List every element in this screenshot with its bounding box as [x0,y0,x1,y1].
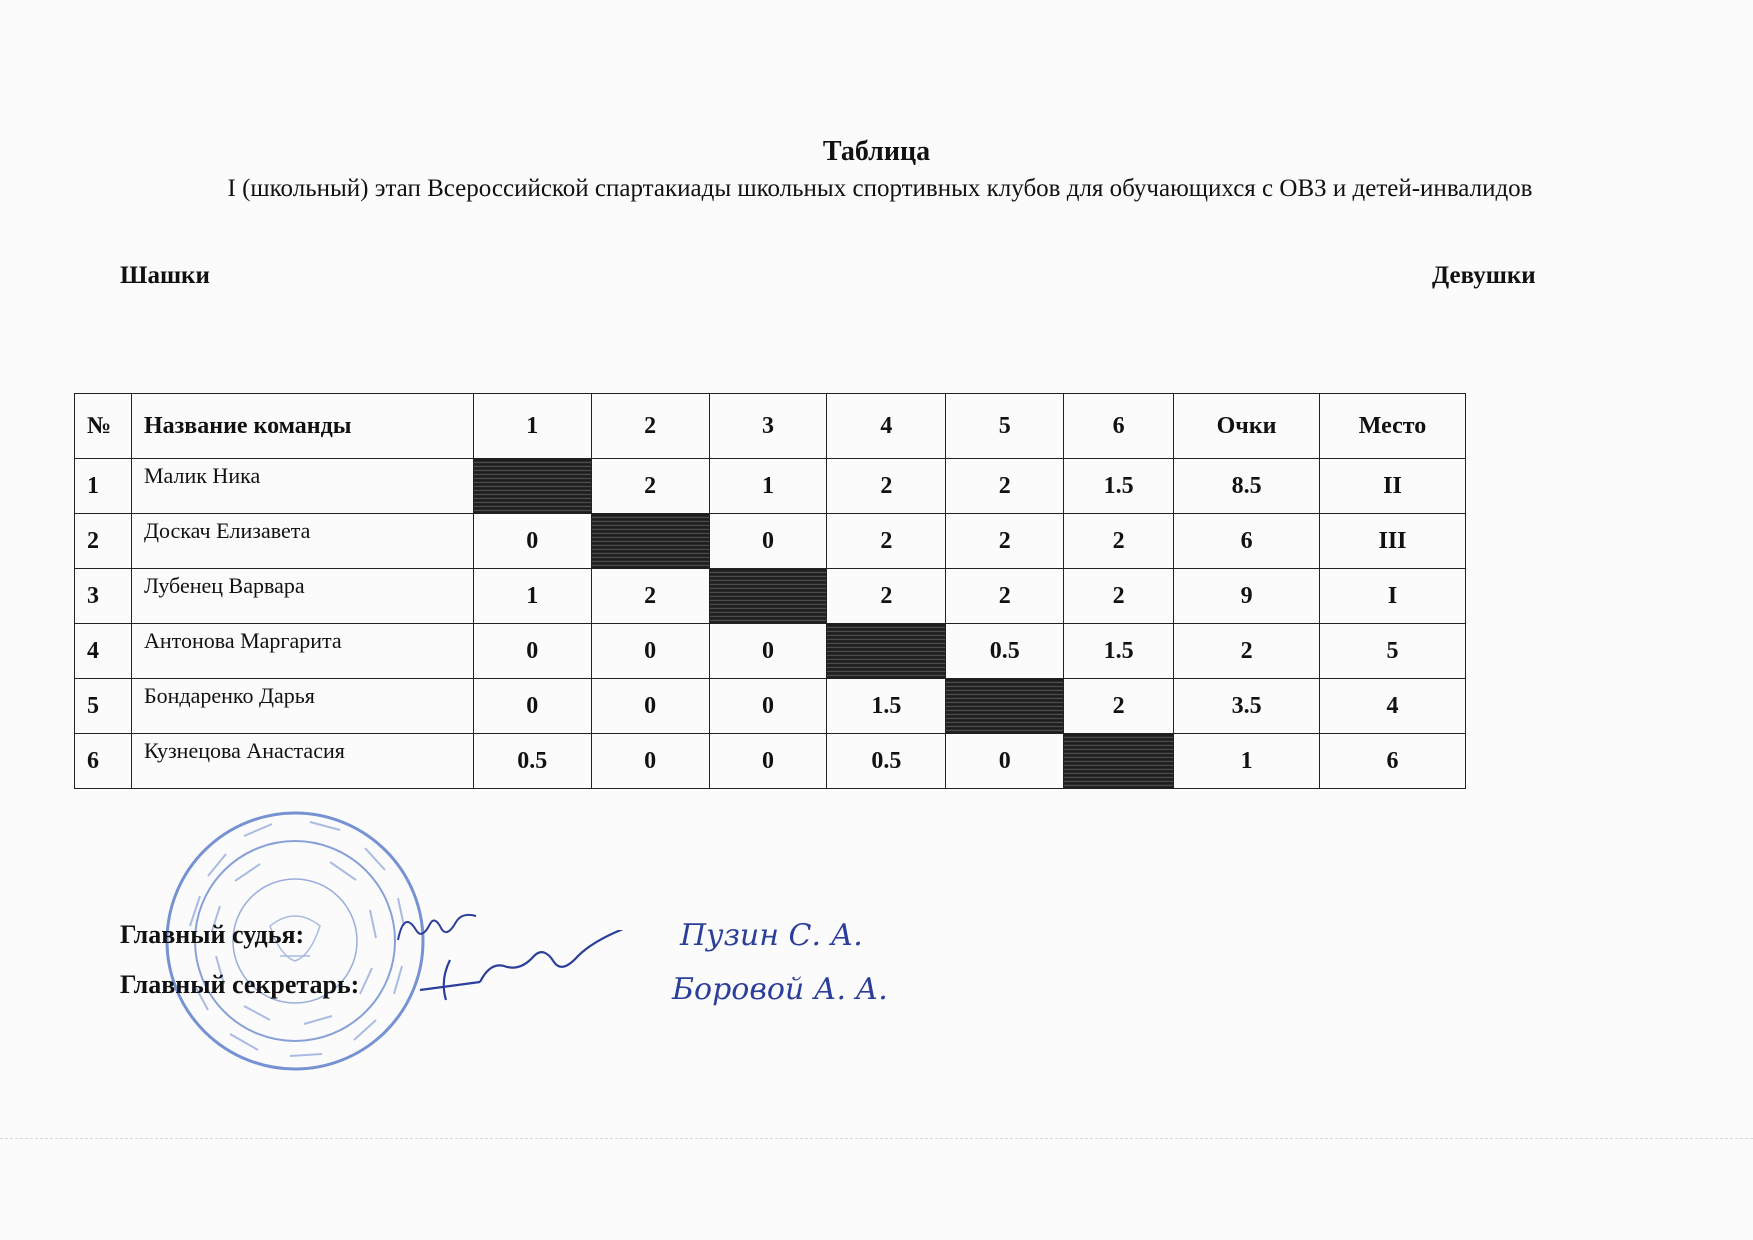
result-cell: 2 [827,514,946,569]
result-cell: 0 [946,734,1064,789]
result-cell: 2 [1064,679,1174,734]
table-row [75,514,1466,569]
row-number: 5 [75,679,132,734]
result-cell: 2 [946,569,1064,624]
place-cell: 6 [1320,734,1466,789]
result-cell: 0 [709,734,827,789]
page-title: Таблица [822,136,931,167]
chief-judge-label: Главный судья: [120,920,305,949]
column-header-4: 4 [827,394,946,459]
row-number: 3 [75,569,132,624]
column-header-2: 2 [591,394,709,459]
result-cell: 0 [473,679,591,734]
place-cell: 4 [1320,679,1466,734]
result-cell: 0 [591,624,709,679]
team-name: Доскач Елизавета [131,514,473,569]
points-cell: 3.5 [1174,679,1320,734]
table-row [75,459,1466,514]
result-cell: 2 [1064,569,1174,624]
result-cell: 0 [709,624,827,679]
result-cell: 1.5 [827,679,946,734]
row-number: 6 [75,734,132,789]
result-cell: 1 [709,459,827,514]
result-cell: 1.5 [1064,459,1174,514]
result-cell: 0.5 [473,734,591,789]
table-row [75,679,1466,734]
column-header-place: Место [1320,394,1466,459]
result-cell: 0 [473,514,591,569]
table-row [75,569,1466,624]
team-name: Лубенец Варвара [131,569,473,624]
column-header-3: 3 [709,394,827,459]
column-header-1: 1 [473,394,591,459]
sport-label: Шашки [120,262,210,289]
result-cell: 0.5 [827,734,946,789]
scan-edge-divider [0,1138,1753,1139]
team-name: Бондаренко Дарья [131,679,473,734]
diagonal-blocked-cell [946,679,1064,734]
result-cell: 1 [473,569,591,624]
diagonal-blocked-cell [709,569,827,624]
points-cell: 8.5 [1174,459,1320,514]
points-cell: 2 [1174,624,1320,679]
points-cell: 6 [1174,514,1320,569]
diagonal-blocked-cell [1064,734,1174,789]
points-cell: 9 [1174,569,1320,624]
column-header-points: Очки [1174,394,1320,459]
place-cell: I [1320,569,1466,624]
place-cell: II [1320,459,1466,514]
table-row [75,734,1466,789]
place-cell: III [1320,514,1466,569]
result-cell: 0 [709,679,827,734]
row-number: 2 [75,514,132,569]
column-header-team: Название команды [131,394,473,459]
result-cell: 0 [591,679,709,734]
chief-secretary-name: Боровой А. А. [672,972,888,1007]
place-cell: 5 [1320,624,1466,679]
category-label: Девушки [1432,262,1536,289]
page-subtitle: I (школьный) этап Всероссийской спартакиады школьных спортивных клубов для обучающихся с ОВЗ и детей-инвалидов [227,175,1533,202]
result-cell: 2 [1064,514,1174,569]
secretary-signature [410,930,660,1010]
row-number: 1 [75,459,132,514]
team-name: Кузнецова Анастасия [131,734,473,789]
result-cell: 0 [709,514,827,569]
result-cell: 0 [473,624,591,679]
column-header-6: 6 [1064,394,1174,459]
table-row [75,624,1466,679]
diagonal-blocked-cell [827,624,946,679]
result-cell: 0 [591,734,709,789]
points-cell: 1 [1174,734,1320,789]
team-name: Антонова Маргарита [131,624,473,679]
diagonal-blocked-cell [591,514,709,569]
row-number: 4 [75,624,132,679]
result-cell: 1.5 [1064,624,1174,679]
table-header-row [75,394,1466,459]
diagonal-blocked-cell [473,459,591,514]
chief-judge-name: Пузин С. А. [680,918,863,953]
chief-secretary-label: Главный секретарь: [120,970,360,999]
result-cell: 2 [591,459,709,514]
result-cell: 2 [827,569,946,624]
result-cell: 2 [591,569,709,624]
column-header-5: 5 [946,394,1064,459]
results-table [74,393,1466,789]
team-name: Малик Ника [131,459,473,514]
result-cell: 0.5 [946,624,1064,679]
result-cell: 2 [946,514,1064,569]
column-header-num: № [75,394,132,459]
result-cell: 2 [827,459,946,514]
result-cell: 2 [946,459,1064,514]
